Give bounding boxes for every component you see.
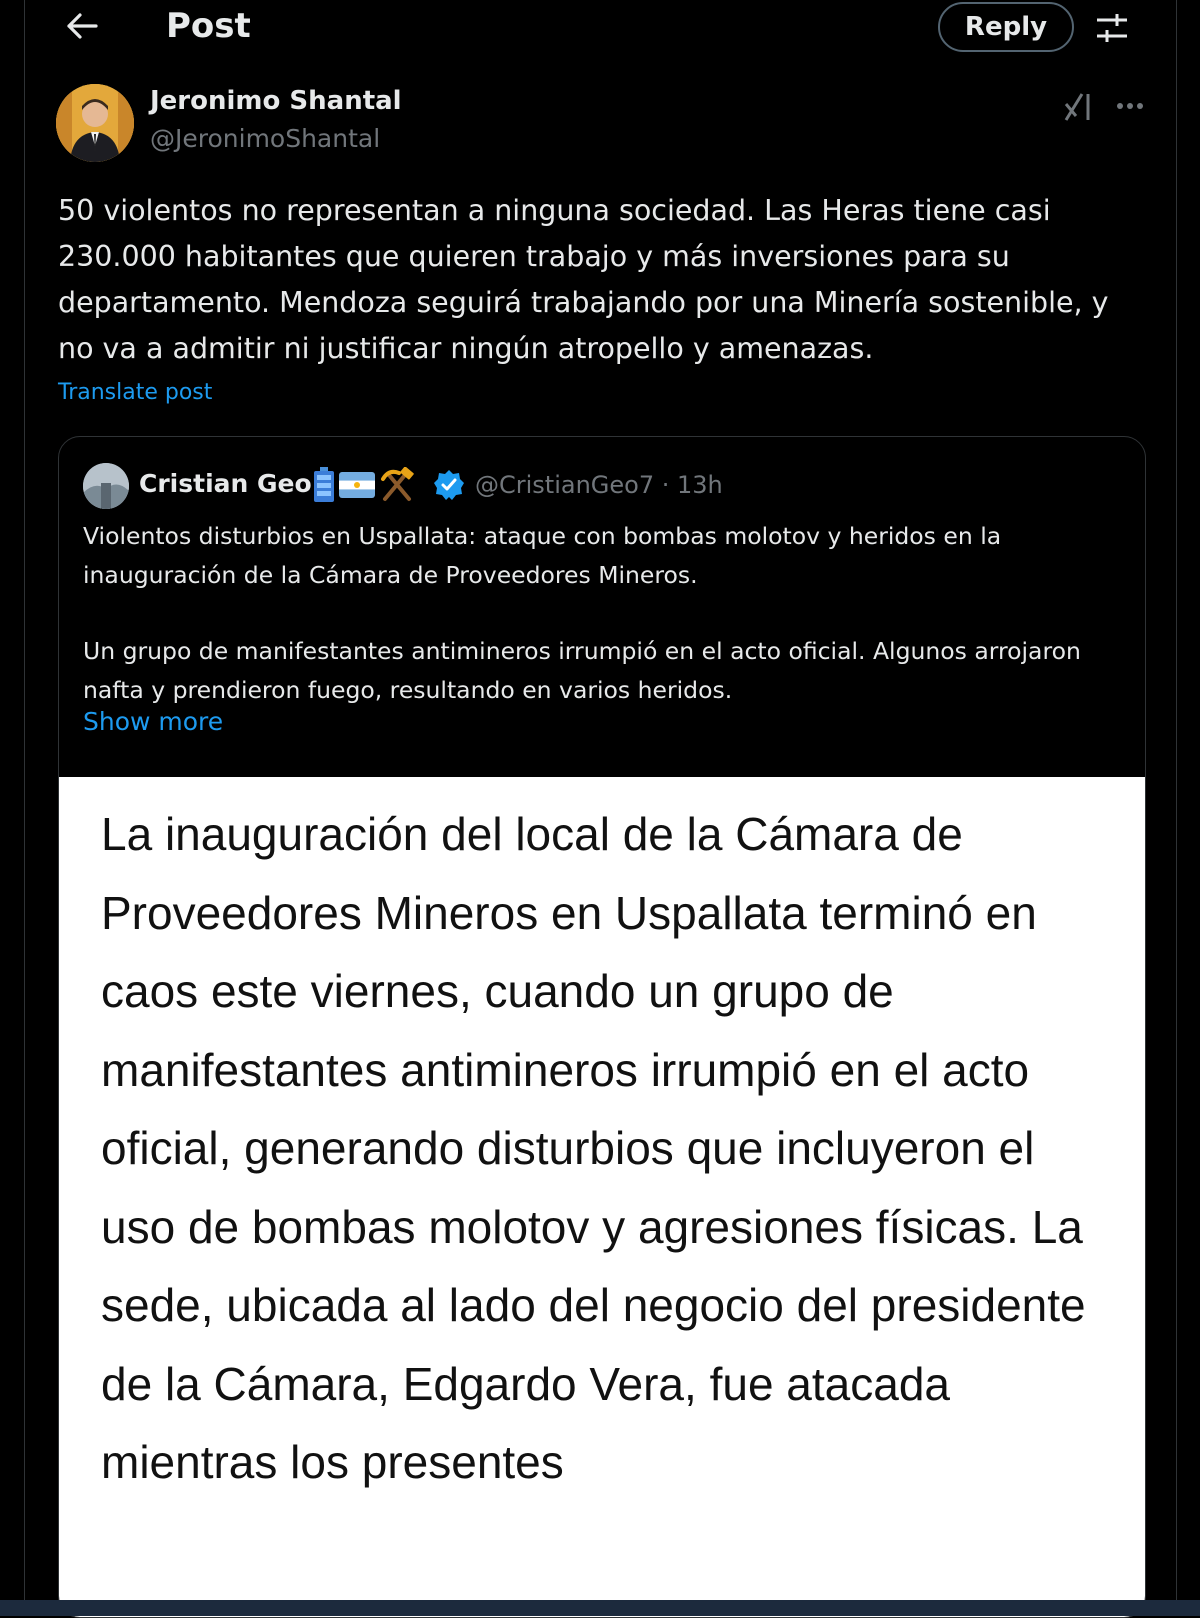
quoted-post[interactable] bbox=[58, 436, 1146, 1618]
translate-post-link[interactable]: Translate post bbox=[58, 380, 213, 405]
post-text: 50 violentos no representan a ninguna sociedad. Las Heras tiene casi 230.000 habitantes que quieren trabajo y más inversiones para su departamento. Mendoza seguirá trabajando por una Minería sostenible, y no va a admitir ni justificar ningún atropello y amenazas. bbox=[58, 194, 1109, 365]
verified-badge-icon[interactable] bbox=[433, 469, 465, 501]
quoted-post-text bbox=[83, 517, 1123, 709]
left-border bbox=[24, 0, 25, 1600]
battery-icon bbox=[313, 467, 335, 503]
author-name[interactable]: Jeronimo Shantal bbox=[150, 86, 402, 116]
author-avatar[interactable] bbox=[56, 84, 134, 162]
hammer-and-pick-icon bbox=[379, 467, 415, 503]
quoted-post-image[interactable] bbox=[59, 777, 1145, 1617]
back-arrow-icon[interactable] bbox=[60, 4, 104, 48]
right-border bbox=[1176, 0, 1177, 1600]
quoted-author-emojis bbox=[313, 465, 415, 505]
reply-button[interactable]: Reply bbox=[938, 2, 1074, 52]
quoted-author-avatar[interactable] bbox=[83, 463, 129, 509]
quoted-paragraph-2: Un grupo de manifestantes antimineros irrumpió en el acto oficial. Algunos arrojaron nafta y prendieron fuego, resultando en varios heridos. bbox=[83, 637, 1081, 704]
quoted-paragraph-1: Violentos disturbios en Uspallata: ataque con bombas molotov y heridos en la inauguración de la Cámara de Proveedores Mineros. bbox=[83, 522, 1002, 589]
quoted-handle-time[interactable]: @CristianGeo7 · 13h bbox=[475, 471, 723, 499]
author-handle[interactable]: @JeronimoShantal bbox=[150, 124, 381, 153]
argentina-flag-icon bbox=[339, 472, 375, 498]
taskbar bbox=[0, 1600, 1200, 1616]
more-icon[interactable] bbox=[1108, 86, 1152, 126]
quoted-author-name[interactable]: Cristian Geo bbox=[139, 469, 312, 498]
grok-icon[interactable] bbox=[1058, 86, 1098, 126]
quoted-image-text: La inauguración del local de la Cámara de Proveedores Mineros en Uspallata terminó en caos este viernes, cuando un grupo de manifestantes antimineros irrumpió en el acto oficial, generando disturbios que incluyeron el uso de bombas molotov y agresiones físicas. La sede, ubicada al lado del negocio del presidente de la Cámara, Edgardo Vera, fue atacada mientras los presentes bbox=[101, 808, 1086, 1488]
show-more-link[interactable]: Show more bbox=[83, 707, 224, 736]
page-title: Post bbox=[166, 6, 251, 46]
filter-icon[interactable] bbox=[1090, 6, 1134, 50]
